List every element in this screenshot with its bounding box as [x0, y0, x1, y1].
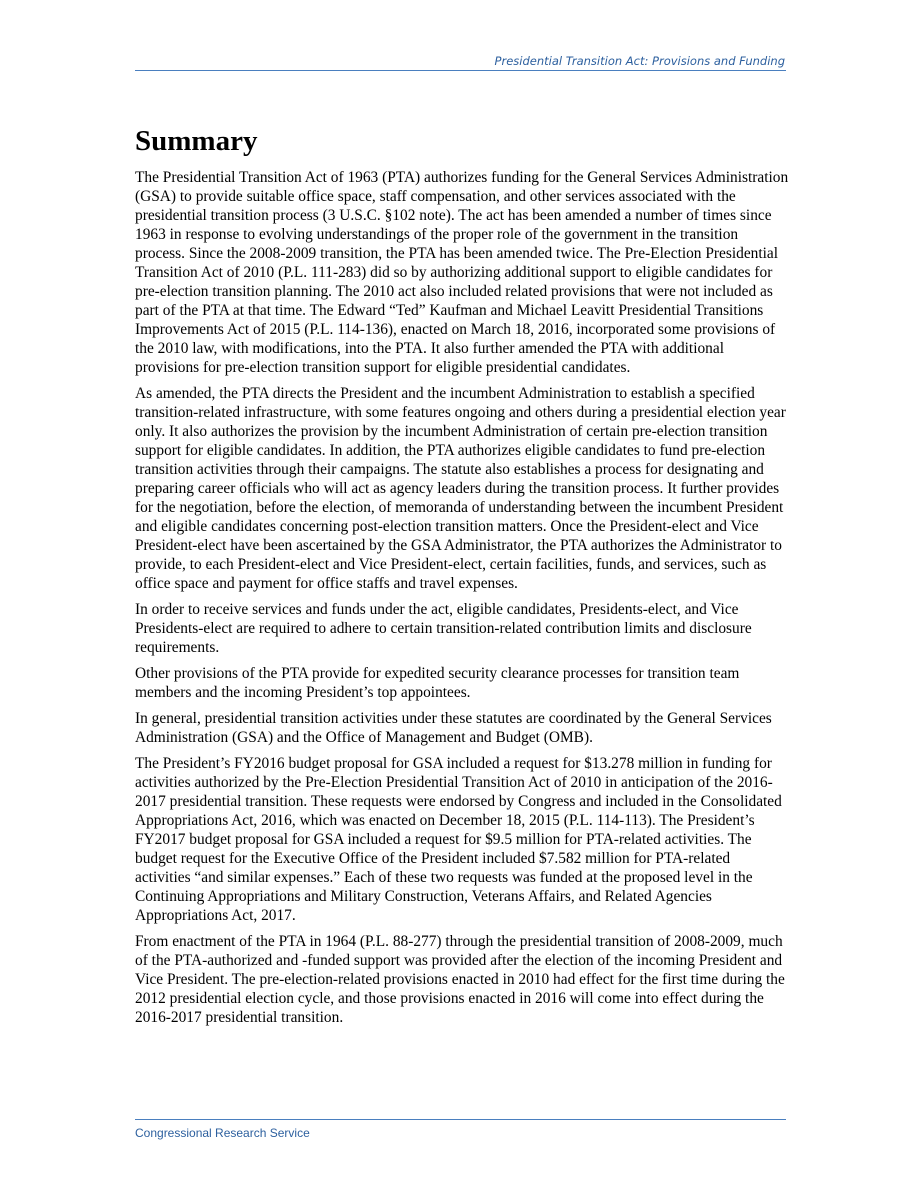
summary-paragraph: The Presidential Transition Act of 1963 (PTA) authorizes funding for the General Services Administration (GSA) to provide suitable office space, staff compensation, and other services associated with the presidential transition process (3 U.S.C. §102 note). The act has been amended a number of times since 1963 in response to evolving understandings of the proper role of the government in the transition process. Since the 2008-2009 transition, the PTA has been amended twice. The Pre-Election Presidential Transition Act of 2010 (P.L. 111-283) did so by authorizing additional support to eligible candidates for pre-election transition planning. The 2010 act also included related provisions that were not included as part of the PTA at that time. The Edward “Ted” Kaufman and Michael Leavitt Presidential Transitions Improvements Act of 2015 (P.L. 114-136), enacted on March 18, 2016, incorporated some provisions of the 2010 law, with modifications, into the PTA. It also further amended the PTA with additional provisions for pre-election transition support for eligible presidential candidates.: [135, 169, 789, 376]
summary-paragraph: In order to receive services and funds under the act, eligible candidates, Presidents-elect, and Vice Presidents-elect are required to adhere to certain transition-related contribution limits and disclosure requirements.: [135, 601, 752, 656]
summary-paragraph: In general, presidential transition activities under these statutes are coordinated by the General Services Administration (GSA) and the Office of Management and Budget (OMB).: [135, 710, 772, 746]
page-footer: [135, 1119, 786, 1142]
summary-paragraph: From enactment of the PTA in 1964 (P.L. 88-277) through the presidential transition of 2008-2009, much of the PTA-authorized and -funded support was provided after the election of the incoming President and Vice President. The pre-election-related provisions enacted in 2010 had effect for the first time during the 2012 presidential election cycle, and those provisions enacted in 2016 will come into effect during the 2016-2017 presidential transition.: [135, 933, 785, 1026]
summary-body: [135, 168, 789, 1034]
footer-source: Congressional Research Service: [135, 1126, 310, 1140]
section-heading: Summary: [135, 125, 258, 157]
summary-paragraph: As amended, the PTA directs the President and the incumbent Administration to establish a specified transition-related infrastructure, with some features ongoing and others during a presidential election year only. It also authorizes the provision by the incumbent Administration of certain pre-election transition support for eligible candidates. In addition, the PTA authorizes eligible candidates to fund pre-election transition activities through their campaigns. The statute also establishes a process for designating and preparing career officials who will act as agency leaders during the transition process. It further provides for the negotiation, before the election, of memoranda of understanding between the incumbent President and eligible candidates concerning post-election transition matters. Once the President-elect and Vice President-elect have been ascertained by the GSA Administrator, the PTA authorizes the Administrator to provide, to each President-elect and Vice President-elect, certain facilities, funds, and services, such as office space and payment for office staffs and travel expenses.: [135, 385, 786, 592]
summary-paragraph: Other provisions of the PTA provide for expedited security clearance processes for transition team members and the incoming President’s top appointees.: [135, 665, 740, 701]
page-header: [135, 52, 786, 71]
running-header-title: Presidential Transition Act: Provisions and Funding: [494, 54, 785, 68]
summary-paragraph: The President’s FY2016 budget proposal for GSA included a request for $13.278 million in funding for activities authorized by the Pre-Election Presidential Transition Act of 2010 in anticipation of the 2016-2017 presidential transition. These requests were endorsed by Congress and included in the Consolidated Appropriations Act, 2016, which was enacted on December 18, 2015 (P.L. 114-113). The President’s FY2017 budget proposal for GSA included a request for $9.5 million for PTA-related activities. The budget request for the Executive Office of the President included $7.582 million for PTA-related activities “and similar expenses.” Each of these two requests was funded at the proposed level in the Continuing Appropriations and Military Construction, Veterans Affairs, and Related Agencies Appropriations Act, 2017.: [135, 755, 782, 924]
